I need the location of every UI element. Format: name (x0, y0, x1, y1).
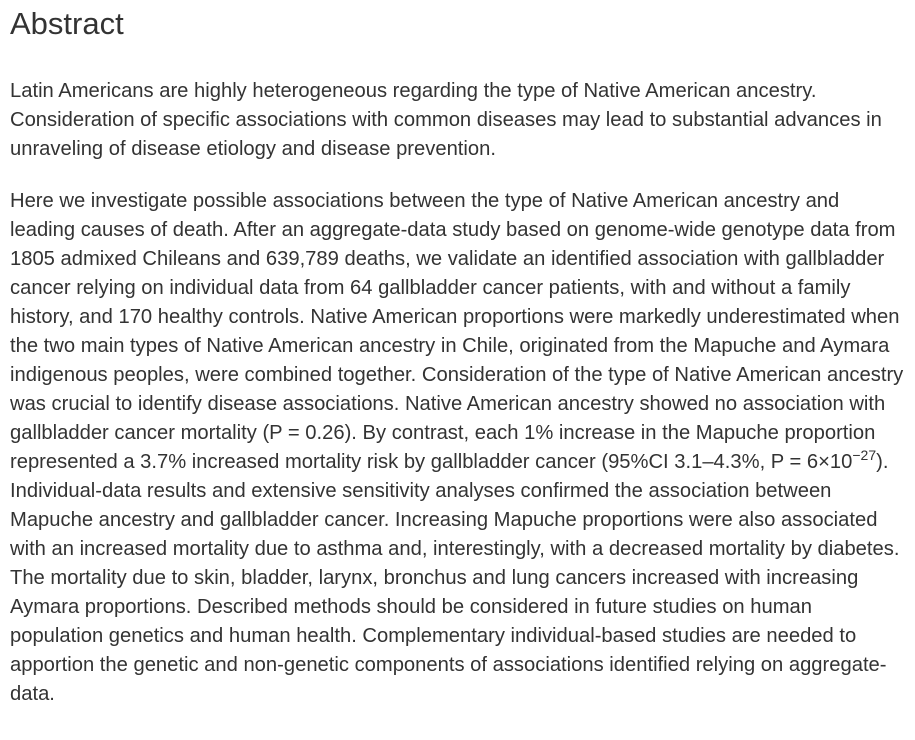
abstract-heading: Abstract (10, 6, 124, 41)
p-value-exponent: −27 (852, 447, 877, 463)
paragraph-text-before-exponent: Here we investigate possible associations between the type of Native American ancestry and leading causes of death. After an aggregate-data study based on genome-wide genotype data from 1805 admixed Chileans and 639,789 deaths, we validate an identified association with gallbladder cancer relying on individual data from 64 gallbladder cancer patients, with and without a family history, and 170 healthy controls. Native American proportions were markedly underestimated when the two main types of Native American ancestry in Chile, originated from the Mapuche and Aymara indigenous peoples, were combined together. Consideration of the type of Native American ancestry was crucial to identify disease associations. Native American ancestry showed no association with gallbladder cancer mortality (P = 0.26). By contrast, each 1% increase in the Mapuche proportion represented a 3.7% increased mortality risk by gallbladder cancer (95%CI 3.1–4.3%, P = 6×10 (10, 190, 904, 473)
abstract-paragraph-intro: Latin Americans are highly heterogeneous regarding the type of Native American ancestry. Consideration of specific associations with common diseases may lead to substantial advances in unraveling of disease etiology and disease prevention. (10, 80, 882, 160)
paragraph-text-after-exponent: ). Individual-data results and extensive sensitivity analyses confirmed the association between Mapuche ancestry and gallbladder cancer. Increasing Mapuche proportions were also associated with an increased mortality due to asthma and, interestingly, with a decreased mortality by diabetes. The mortality due to skin, bladder, larynx, bronchus and lung cancers increased with increasing Aymara proportions. Described methods should be considered in future studies on human population genetics and human health. Complementary individual-based studies are needed to apportion the genetic and non-genetic components of associations identified relying on aggregate-data. (10, 451, 900, 705)
abstract-paragraph-main (10, 187, 905, 709)
